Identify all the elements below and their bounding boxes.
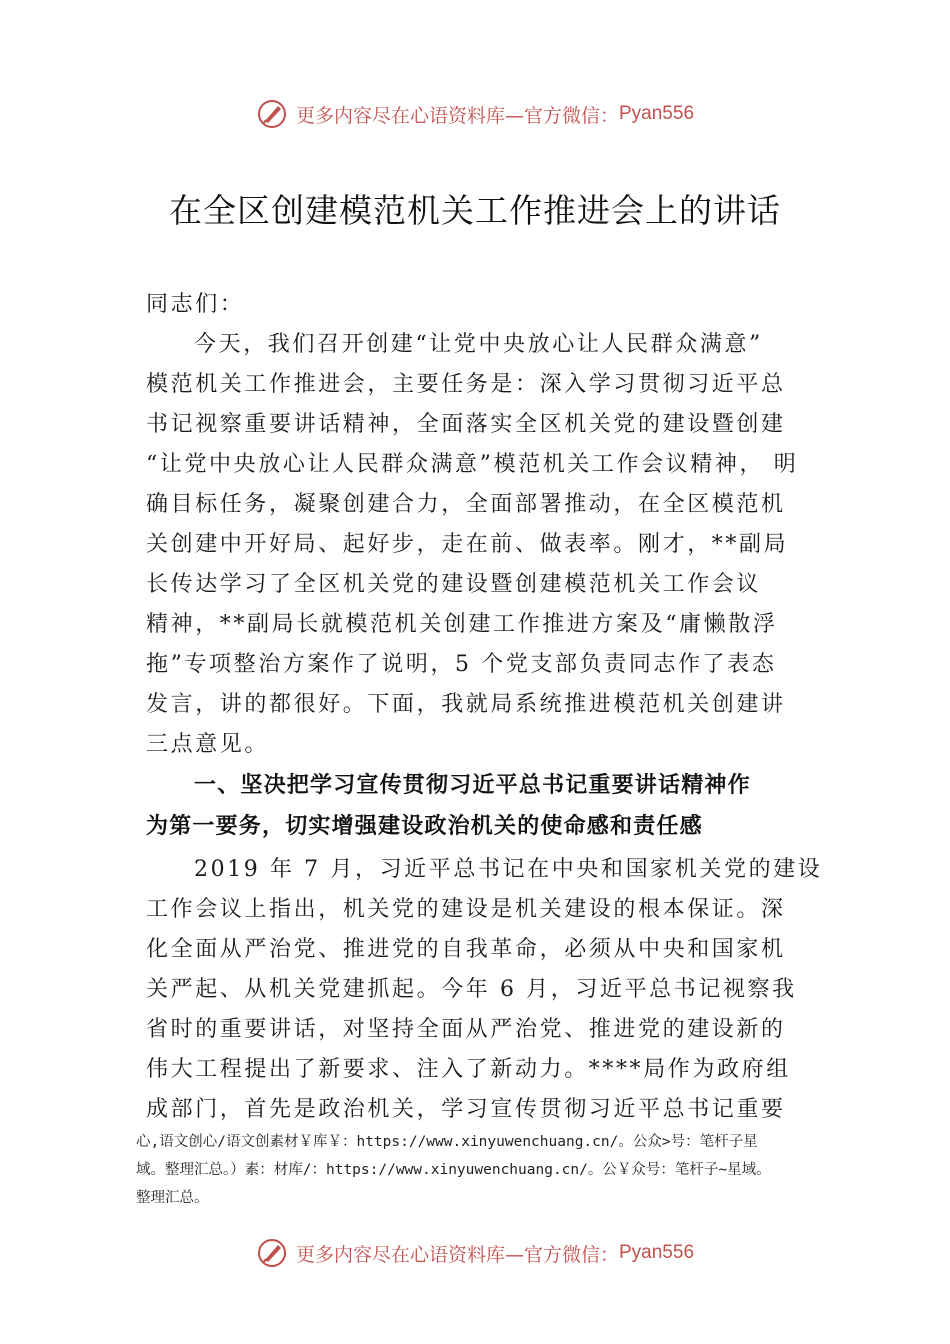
bottom-banner xyxy=(0,1233,950,1273)
body-line: 确目标任务，凝聚创建合力，全面部署推动，在全区模范机 xyxy=(146,492,786,517)
body-line: 今天，我们召开创建“让党中央放心让人民群众满意” xyxy=(194,332,763,357)
body-line: 成部门，首先是政治机关，学习宣传贯彻习近平总书记重要 xyxy=(146,1097,786,1122)
body-line: 长传达学习了全区机关党的建设暨创建模范机关工作会议 xyxy=(146,572,762,597)
section-heading: 一、坚决把学习宣传贯彻习近平总书记重要讲话精神作 xyxy=(194,773,751,798)
document-title: 在全区创建模范机关工作推进会上的讲话 xyxy=(169,191,781,230)
body-line: 2019 年 7 月，习近平总书记在中央和国家机关党的建设 xyxy=(194,857,823,882)
quill-logo-icon xyxy=(256,1237,288,1269)
body-line: 模范机关工作推进会，主要任务是：深入学习贯彻习近平总 xyxy=(146,372,786,397)
body-line: 工作会议上指出，机关党的建设是机关建设的根本保证。深 xyxy=(146,897,786,922)
banner-wechat-handle: Pyan556 xyxy=(619,1242,695,1263)
quill-logo-icon xyxy=(256,98,288,130)
body-line: 关创建中开好局、起好步，走在前、做表率。刚才，**副局 xyxy=(146,532,789,557)
body-line: 拖”专项整治方案作了说明，5 个党支部负责同志作了表态 xyxy=(146,652,777,677)
body-line: 书记视察重要讲话精神，全面落实全区机关党的建设暨创建 xyxy=(146,412,786,437)
footer-note-line: 整理汇总。 xyxy=(136,1190,209,1206)
body-line: 省时的重要讲话，对坚持全面从严治党、推进党的建设新的 xyxy=(146,1017,786,1042)
banner-wechat-handle: Pyan556 xyxy=(619,103,695,124)
footer-note-line: 域。整理汇总。）素：材库/：https://www.xinyuwenchuang.cn/。公￥众号：笔杆子~星域。 xyxy=(136,1162,771,1178)
body-line: 化全面从严治党、推进党的自我革命，必须从中央和国家机 xyxy=(146,937,786,962)
body-line: 关严起、从机关党建抓起。今年 6 月，习近平总书记视察我 xyxy=(146,977,797,1002)
banner-text: 更多内容尽在心语资料库—官方微信： xyxy=(295,1243,619,1266)
body-line: 伟大工程提出了新要求、注入了新动力。****局作为政府组 xyxy=(146,1057,791,1082)
body-line: 精神，**副局长就模范机关创建工作推进方案及“庸懒散浮 xyxy=(146,612,778,637)
body-line: 发言，讲的都很好。下面，我就局系统推进模范机关创建讲 xyxy=(146,692,786,717)
body-line: “让党中央放心让人民群众满意”模范机关工作会议精神， 明 xyxy=(146,452,799,477)
top-banner xyxy=(0,94,950,134)
salutation: 同志们： xyxy=(146,292,245,317)
banner-text: 更多内容尽在心语资料库—官方微信： xyxy=(295,104,619,127)
footer-note-line: 心,语文创心/语文创素材￥库￥：https://www.xinyuwenchuang.cn/。公众>号：笔杆子星 xyxy=(136,1134,758,1150)
section-heading: 为第一要务，切实增强建设政治机关的使命感和责任感 xyxy=(146,814,703,839)
body-line: 三点意见。 xyxy=(146,732,270,757)
